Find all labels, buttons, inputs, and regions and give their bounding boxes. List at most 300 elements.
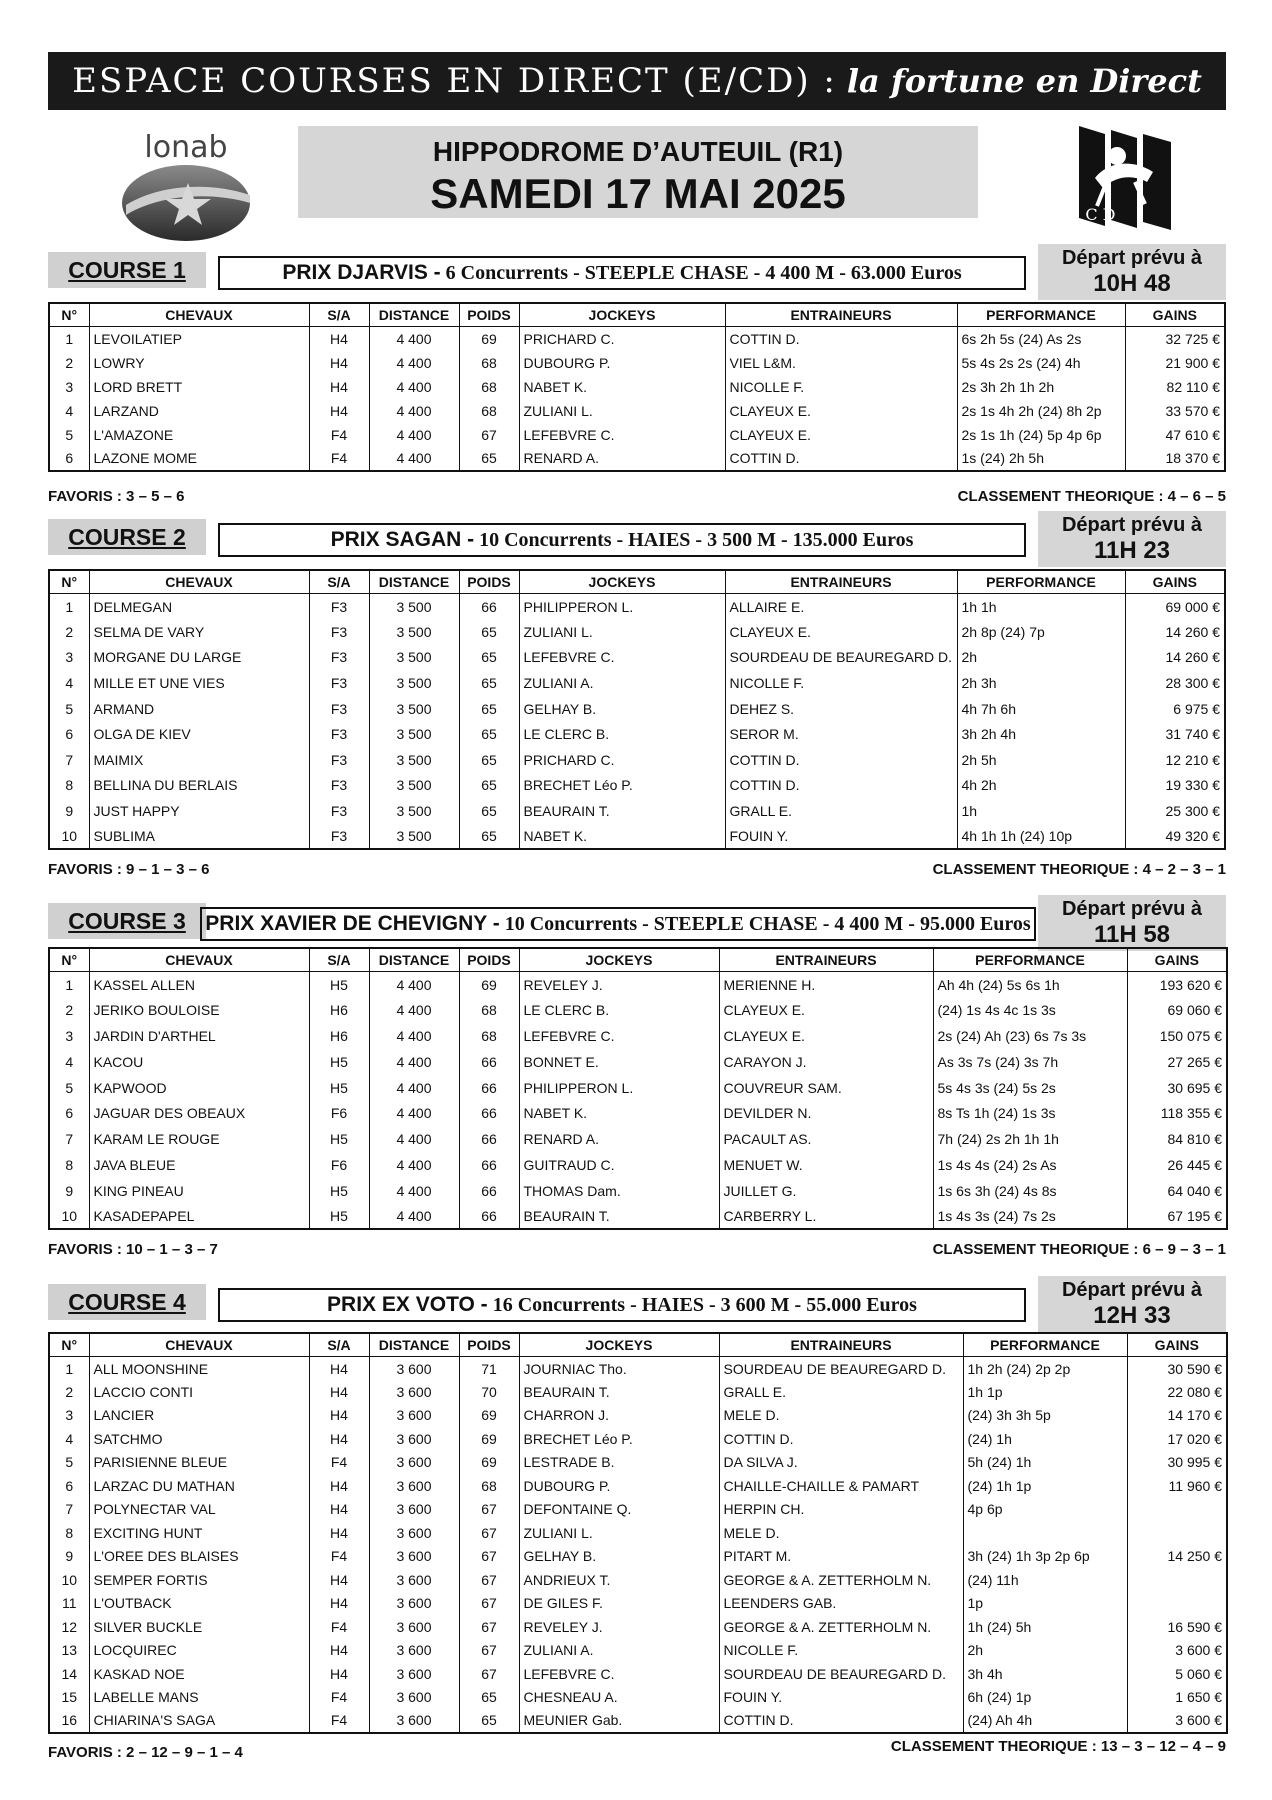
jockey: MEUNIER Gab.	[519, 1709, 719, 1733]
sex-age: H4	[309, 351, 369, 375]
horse-number: 6	[49, 721, 89, 747]
horse-name: JAGUAR DES OBEAUX	[89, 1100, 309, 1126]
gains: 30 695 €	[1127, 1075, 1227, 1101]
horse-number: 1	[49, 972, 89, 998]
jockey: DE GILES F.	[519, 1592, 719, 1616]
table-row	[49, 1357, 1227, 1381]
gains: 1 650 €	[1127, 1686, 1227, 1710]
horse-number: 10	[49, 1204, 89, 1230]
horse-name: KAPWOOD	[89, 1075, 309, 1101]
horse-number: 9	[49, 798, 89, 824]
race-details: 10 Concurrents - STEEPLE CHASE - 4 400 M - 95.000 Euros	[504, 912, 1031, 935]
gains: 14 250 €	[1127, 1545, 1227, 1569]
jockey: BONNET E.	[519, 1049, 719, 1075]
table-row	[49, 1592, 1227, 1616]
weight: 68	[459, 1023, 519, 1049]
distance: 3 500	[369, 721, 459, 747]
trainer: GEORGE & A. ZETTERHOLM N.	[719, 1615, 963, 1639]
table-row	[49, 721, 1225, 747]
performance: 4p 6p	[963, 1498, 1127, 1522]
table-row	[49, 1075, 1227, 1101]
distance: 3 500	[369, 645, 459, 671]
jockey: REVELEY J.	[519, 972, 719, 998]
distance: 4 400	[369, 327, 459, 351]
trainer: NICOLLE F.	[725, 670, 957, 696]
distance: 3 600	[369, 1498, 459, 1522]
course-label: COURSE 4	[48, 1284, 206, 1320]
distance: 4 400	[369, 399, 459, 423]
sex-age: F6	[309, 1100, 369, 1126]
weight: 65	[459, 773, 519, 799]
performance: 2h	[957, 645, 1125, 671]
col-trainers-header: ENTRAINEURS	[725, 570, 957, 594]
jockey: RENARD A.	[519, 1126, 719, 1152]
ecd-logo-letters: E C D	[1068, 205, 1116, 224]
horse-name: OLGA DE KIEV	[89, 721, 309, 747]
horse-number: 6	[49, 1100, 89, 1126]
trainer: MELE D.	[719, 1404, 963, 1428]
horse-name: LOWRY	[89, 351, 309, 375]
gains: 64 040 €	[1127, 1178, 1227, 1204]
departure-label: Départ prévu à	[1061, 898, 1203, 920]
departure-time: 12H 33	[1093, 1302, 1171, 1329]
distance: 4 400	[369, 1049, 459, 1075]
sex-age: H4	[309, 375, 369, 399]
horse-number: 4	[49, 399, 89, 423]
horse-number: 4	[49, 1049, 89, 1075]
sex-age: H4	[309, 1380, 369, 1404]
horse-number: 1	[49, 594, 89, 620]
col-sex-age-header: S/A	[309, 1333, 369, 1357]
distance: 4 400	[369, 1178, 459, 1204]
jockey: ZULIANI A.	[519, 1639, 719, 1663]
performance: 2h 3h	[957, 670, 1125, 696]
sex-age: F4	[309, 1709, 369, 1733]
distance: 4 400	[369, 1126, 459, 1152]
trainer: COTTIN D.	[725, 747, 957, 773]
weight: 65	[459, 619, 519, 645]
table-row	[49, 1568, 1227, 1592]
weight: 67	[459, 1592, 519, 1616]
col-jockeys-header: JOCKEYS	[519, 303, 725, 327]
horse-name: SELMA DE VARY	[89, 619, 309, 645]
distance: 3 500	[369, 824, 459, 850]
gains: 21 900 €	[1125, 351, 1225, 375]
course-label: COURSE 3	[48, 903, 206, 939]
table-row	[49, 670, 1225, 696]
col-trainers-header: ENTRAINEURS	[725, 303, 957, 327]
departure-box	[1038, 244, 1226, 300]
table-row	[49, 747, 1225, 773]
jockey: ZULIANI L.	[519, 619, 725, 645]
weight: 67	[459, 423, 519, 447]
horse-name: LEVOILATIEP	[89, 327, 309, 351]
horse-number: 1	[49, 327, 89, 351]
sex-age: F4	[309, 1686, 369, 1710]
trainer: PACAULT AS.	[719, 1126, 933, 1152]
trainer: SEROR M.	[725, 721, 957, 747]
gains: 26 445 €	[1127, 1152, 1227, 1178]
sex-age: F3	[309, 594, 369, 620]
trainer: ALLAIRE E.	[725, 594, 957, 620]
jockey: THOMAS Dam.	[519, 1178, 719, 1204]
performance: 3h 4h	[963, 1662, 1127, 1686]
jockey: CHARRON J.	[519, 1404, 719, 1428]
col-performance-header: PERFORMANCE	[963, 1333, 1127, 1357]
sex-age: F3	[309, 721, 369, 747]
table-row	[49, 1380, 1227, 1404]
sex-age: F3	[309, 670, 369, 696]
col-sex-age-header: S/A	[309, 570, 369, 594]
horse-number: 10	[49, 1568, 89, 1592]
table-row	[49, 351, 1225, 375]
weight: 65	[459, 1686, 519, 1710]
distance: 4 400	[369, 1023, 459, 1049]
trainer: CLAYEUX E.	[725, 423, 957, 447]
trainer: COTTIN D.	[725, 447, 957, 471]
weight: 66	[459, 1178, 519, 1204]
race-details: 16 Concurrents - HAIES - 3 600 M - 55.000 Euros	[492, 1293, 917, 1316]
table-row	[49, 773, 1225, 799]
race-title	[200, 907, 1036, 941]
col-number-header: N°	[49, 303, 89, 327]
distance: 4 400	[369, 972, 459, 998]
theoretical-ranking: CLASSEMENT THEORIQUE : 4 – 2 – 3 – 1	[932, 861, 1226, 878]
weight: 65	[459, 1709, 519, 1733]
jockey: DUBOURG P.	[519, 1474, 719, 1498]
col-number-header: N°	[49, 570, 89, 594]
table-row	[49, 1451, 1227, 1475]
weight: 66	[459, 594, 519, 620]
horse-name: SILVER BUCKLE	[89, 1615, 309, 1639]
gains: 30 995 €	[1127, 1451, 1227, 1475]
prize-name: PRIX XAVIER DE CHEVIGNY -	[205, 912, 500, 935]
gains: 33 570 €	[1125, 399, 1225, 423]
gains: 5 060 €	[1127, 1662, 1227, 1686]
weight: 69	[459, 1427, 519, 1451]
gains	[1127, 1592, 1227, 1616]
trainer: GRALL E.	[725, 798, 957, 824]
table-row	[49, 619, 1225, 645]
table-row	[49, 1639, 1227, 1663]
weight: 67	[459, 1545, 519, 1569]
table-row	[49, 1662, 1227, 1686]
performance	[963, 1521, 1127, 1545]
departure-box	[1038, 1276, 1226, 1332]
jockey: REVELEY J.	[519, 1615, 719, 1639]
distance: 4 400	[369, 1100, 459, 1126]
banner-slogan: la fortune en Direct	[846, 62, 1202, 100]
table-row	[49, 997, 1227, 1023]
horse-name: LACCIO CONTI	[89, 1380, 309, 1404]
horse-name: CHIARINA'S SAGA	[89, 1709, 309, 1733]
horse-name: KASKAD NOE	[89, 1662, 309, 1686]
col-number-header: N°	[49, 948, 89, 972]
performance: Ah 4h (24) 5s 6s 1h	[933, 972, 1127, 998]
weight: 69	[459, 1404, 519, 1428]
performance: (24) 1h	[963, 1427, 1127, 1451]
sex-age: F3	[309, 645, 369, 671]
sex-age: F3	[309, 696, 369, 722]
horse-name: MILLE ET UNE VIES	[89, 670, 309, 696]
horse-number: 5	[49, 1075, 89, 1101]
horse-name: KASADEPAPEL	[89, 1204, 309, 1230]
trainer: HERPIN CH.	[719, 1498, 963, 1522]
horse-number: 8	[49, 1152, 89, 1178]
performance: 6s 2h 5s (24) As 2s	[957, 327, 1125, 351]
horse-number: 6	[49, 447, 89, 471]
table-row	[49, 1521, 1227, 1545]
horse-name: KING PINEAU	[89, 1178, 309, 1204]
distance: 3 600	[369, 1686, 459, 1710]
sex-age: F3	[309, 798, 369, 824]
performance: 1h (24) 5h	[963, 1615, 1127, 1639]
gains: 28 300 €	[1125, 670, 1225, 696]
race-details: 10 Concurrents - HAIES - 3 500 M - 135.000 Euros	[479, 528, 914, 551]
gains: 32 725 €	[1125, 327, 1225, 351]
gains: 17 020 €	[1127, 1427, 1227, 1451]
performance: (24) 1h 1p	[963, 1474, 1127, 1498]
trainer: CARBERRY L.	[719, 1204, 933, 1230]
sex-age: H4	[309, 327, 369, 351]
distance: 3 600	[369, 1427, 459, 1451]
jockey: BEAURAIN T.	[519, 1380, 719, 1404]
performance: 2s (24) Ah (23) 6s 7s 3s	[933, 1023, 1127, 1049]
jockey: RENARD A.	[519, 447, 725, 471]
horse-name: LORD BRETT	[89, 375, 309, 399]
trainer: SOURDEAU DE BEAUREGARD D.	[719, 1662, 963, 1686]
prize-name: PRIX EX VOTO -	[327, 1293, 488, 1316]
performance: 1h 2h (24) 2p 2p	[963, 1357, 1127, 1381]
performance: 1s (24) 2h 5h	[957, 447, 1125, 471]
col-jockeys-header: JOCKEYS	[519, 1333, 719, 1357]
weight: 66	[459, 1100, 519, 1126]
favorites: FAVORIS : 9 – 1 – 3 – 6	[48, 861, 210, 878]
table-row	[49, 447, 1225, 471]
table-row	[49, 972, 1227, 998]
jockey: LEFEBVRE C.	[519, 423, 725, 447]
sex-age: H5	[309, 1049, 369, 1075]
gains: 193 620 €	[1127, 972, 1227, 998]
performance: 2s 1s 4h 2h (24) 8h 2p	[957, 399, 1125, 423]
sex-age: H4	[309, 1427, 369, 1451]
jockey: CHESNEAU A.	[519, 1686, 719, 1710]
col-jockeys-header: JOCKEYS	[519, 570, 725, 594]
jockey: GELHAY B.	[519, 1545, 719, 1569]
horse-name: LANCIER	[89, 1404, 309, 1428]
table-row	[49, 824, 1225, 850]
col-distance-header: DISTANCE	[369, 303, 459, 327]
jockey: PRICHARD C.	[519, 747, 725, 773]
distance: 4 400	[369, 1075, 459, 1101]
gains: 3 600 €	[1127, 1639, 1227, 1663]
weight: 65	[459, 645, 519, 671]
distance: 3 500	[369, 696, 459, 722]
sex-age: H5	[309, 1204, 369, 1230]
gains: 82 110 €	[1125, 375, 1225, 399]
jockey: LESTRADE B.	[519, 1451, 719, 1475]
gains: 14 170 €	[1127, 1404, 1227, 1428]
hippodrome-box	[298, 126, 978, 218]
sex-age: H4	[309, 1357, 369, 1381]
sex-age: F4	[309, 1545, 369, 1569]
horse-number: 9	[49, 1545, 89, 1569]
horse-name: L'OREE DES BLAISES	[89, 1545, 309, 1569]
trainer: COTTIN D.	[719, 1709, 963, 1733]
jockey: ANDRIEUX T.	[519, 1568, 719, 1592]
sex-age: F4	[309, 1451, 369, 1475]
weight: 68	[459, 351, 519, 375]
departure-box	[1038, 511, 1226, 567]
horse-name: SATCHMO	[89, 1427, 309, 1451]
col-performance-header: PERFORMANCE	[957, 303, 1125, 327]
performance: (24) 1s 4s 4c 1s 3s	[933, 997, 1127, 1023]
sex-age: F3	[309, 619, 369, 645]
performance: 2s 1s 1h (24) 5p 4p 6p	[957, 423, 1125, 447]
sex-age: H5	[309, 1075, 369, 1101]
table-row	[49, 1178, 1227, 1204]
horse-name: LARZAC DU MATHAN	[89, 1474, 309, 1498]
sex-age: F4	[309, 1615, 369, 1639]
trainer: COTTIN D.	[725, 327, 957, 351]
horse-name: LAZONE MOME	[89, 447, 309, 471]
horse-number: 3	[49, 1023, 89, 1049]
course-label: COURSE 1	[48, 252, 206, 288]
col-trainers-header: ENTRAINEURS	[719, 1333, 963, 1357]
distance: 3 500	[369, 773, 459, 799]
col-horses-header: CHEVAUX	[89, 1333, 309, 1357]
horse-name: JERIKO BOULOISE	[89, 997, 309, 1023]
trainer: CLAYEUX E.	[725, 619, 957, 645]
weight: 69	[459, 327, 519, 351]
col-weight-header: POIDS	[459, 570, 519, 594]
performance: 5s 4s 3s (24) 5s 2s	[933, 1075, 1127, 1101]
jockey: LEFEBVRE C.	[519, 1023, 719, 1049]
trainer: CLAYEUX E.	[725, 399, 957, 423]
trainer: DEHEZ S.	[725, 696, 957, 722]
horse-number: 5	[49, 1451, 89, 1475]
trainer: PITART M.	[719, 1545, 963, 1569]
sex-age: H4	[309, 1404, 369, 1428]
gains: 11 960 €	[1127, 1474, 1227, 1498]
horse-name: L'OUTBACK	[89, 1592, 309, 1616]
horse-name: JAVA BLEUE	[89, 1152, 309, 1178]
runners-table	[48, 302, 1226, 472]
trainer: NICOLLE F.	[719, 1639, 963, 1663]
table-row	[49, 1427, 1227, 1451]
gains: 150 075 €	[1127, 1023, 1227, 1049]
table-row	[49, 1498, 1227, 1522]
sex-age: H4	[309, 1498, 369, 1522]
race-title	[218, 256, 1026, 290]
sex-age: H4	[309, 1639, 369, 1663]
col-sex-age-header: S/A	[309, 948, 369, 972]
departure-label: Départ prévu à	[1061, 247, 1203, 269]
gains: 84 810 €	[1127, 1126, 1227, 1152]
gains: 14 260 €	[1125, 645, 1225, 671]
distance: 4 400	[369, 1152, 459, 1178]
weight: 65	[459, 747, 519, 773]
table-row	[49, 1204, 1227, 1230]
distance: 3 600	[369, 1545, 459, 1569]
col-distance-header: DISTANCE	[369, 948, 459, 972]
table-row	[49, 375, 1225, 399]
distance: 4 400	[369, 423, 459, 447]
weight: 67	[459, 1521, 519, 1545]
gains: 3 600 €	[1127, 1709, 1227, 1733]
sex-age: H5	[309, 1126, 369, 1152]
gains: 6 975 €	[1125, 696, 1225, 722]
performance: As 3s 7s (24) 3s 7h	[933, 1049, 1127, 1075]
horse-name: MORGANE DU LARGE	[89, 645, 309, 671]
sex-age: H6	[309, 997, 369, 1023]
distance: 3 600	[369, 1380, 459, 1404]
performance: 5h (24) 1h	[963, 1451, 1127, 1475]
col-weight-header: POIDS	[459, 303, 519, 327]
lonab-logo-text: lonab	[144, 130, 228, 165]
jockey: NABET K.	[519, 1100, 719, 1126]
trainer: CARAYON J.	[719, 1049, 933, 1075]
horse-name: KARAM LE ROUGE	[89, 1126, 309, 1152]
trainer: SOURDEAU DE BEAUREGARD D.	[725, 645, 957, 671]
horse-number: 6	[49, 1474, 89, 1498]
horse-number: 4	[49, 670, 89, 696]
jockey: NABET K.	[519, 375, 725, 399]
horse-name: KACOU	[89, 1049, 309, 1075]
distance: 3 600	[369, 1662, 459, 1686]
departure-time: 11H 23	[1093, 537, 1171, 564]
gains: 12 210 €	[1125, 747, 1225, 773]
performance: 4h 7h 6h	[957, 696, 1125, 722]
table-row	[49, 1023, 1227, 1049]
weight: 69	[459, 1451, 519, 1475]
col-weight-header: POIDS	[459, 1333, 519, 1357]
performance: 3h 2h 4h	[957, 721, 1125, 747]
gains: 47 610 €	[1125, 423, 1225, 447]
weight: 67	[459, 1498, 519, 1522]
horse-number: 3	[49, 645, 89, 671]
col-gains-header: GAINS	[1125, 303, 1225, 327]
table-row	[49, 696, 1225, 722]
weight: 66	[459, 1152, 519, 1178]
horse-name: ALL MOONSHINE	[89, 1357, 309, 1381]
gains: 69 060 €	[1127, 997, 1227, 1023]
performance: 5s 4s 2s 2s (24) 4h	[957, 351, 1125, 375]
weight: 66	[459, 1049, 519, 1075]
weight: 65	[459, 798, 519, 824]
favorites: FAVORIS : 2 – 12 – 9 – 1 – 4	[48, 1744, 243, 1761]
horse-number: 2	[49, 1380, 89, 1404]
favorites: FAVORIS : 3 – 5 – 6	[48, 488, 185, 505]
trainer: COUVREUR SAM.	[719, 1075, 933, 1101]
jockey: ZULIANI L.	[519, 1521, 719, 1545]
col-performance-header: PERFORMANCE	[957, 570, 1125, 594]
weight: 68	[459, 375, 519, 399]
horse-number: 1	[49, 1357, 89, 1381]
horse-name: SEMPER FORTIS	[89, 1568, 309, 1592]
performance: (24) 3h 3h 5p	[963, 1404, 1127, 1428]
gains: 14 260 €	[1125, 619, 1225, 645]
distance: 3 600	[369, 1592, 459, 1616]
weight: 65	[459, 447, 519, 471]
departure-label: Départ prévu à	[1061, 1279, 1203, 1301]
horse-number: 7	[49, 1498, 89, 1522]
sex-age: H4	[309, 1568, 369, 1592]
horse-number: 12	[49, 1615, 89, 1639]
jockey: ZULIANI A.	[519, 670, 725, 696]
distance: 4 400	[369, 375, 459, 399]
horse-name: ARMAND	[89, 696, 309, 722]
